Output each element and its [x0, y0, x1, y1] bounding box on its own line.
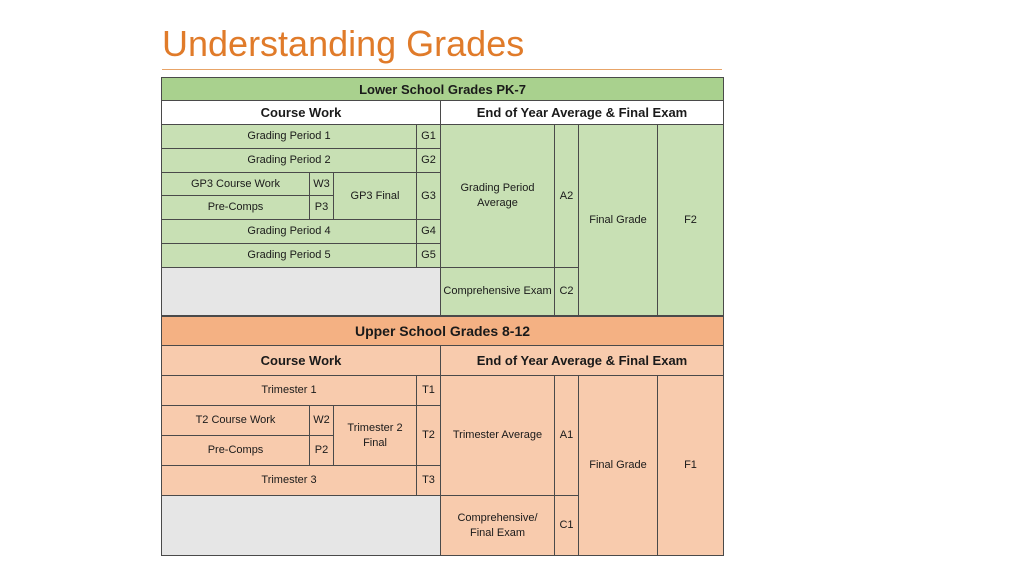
upper-pre-comps: Pre-Comps [161, 435, 310, 466]
upper-eoy-header: End of Year Average & Final Exam [440, 345, 724, 376]
upper-c1-code: C1 [554, 495, 579, 556]
lower-gp5-label: Grading Period 5 [161, 243, 417, 268]
lower-w3-code: W3 [309, 172, 334, 196]
page-title: Understanding Grades [162, 23, 525, 64]
lower-school-table [161, 77, 724, 316]
lower-p3-code: P3 [309, 195, 334, 220]
lower-gp1-label: Grading Period 1 [161, 124, 417, 149]
upper-t1-code: T1 [416, 375, 441, 406]
upper-comp-final-exam: Comprehensive/ Final Exam [440, 495, 555, 556]
upper-header: Upper School Grades 8-12 [161, 316, 724, 346]
lower-header: Lower School Grades PK-7 [161, 77, 724, 101]
upper-tri-average: Trimester Average [440, 375, 555, 496]
lower-gp3-final: GP3 Final [333, 172, 417, 220]
lower-c2-code: C2 [554, 267, 579, 316]
upper-final-grade: Final Grade [578, 375, 658, 556]
lower-g5-code: G5 [416, 243, 441, 268]
lower-gp4-label: Grading Period 4 [161, 219, 417, 244]
lower-g2-code: G2 [416, 148, 441, 173]
upper-f1-code: F1 [657, 375, 724, 556]
upper-p2-code: P2 [309, 435, 334, 466]
lower-gp-average: Grading Period Average [440, 124, 555, 268]
lower-g3-code: G3 [416, 172, 441, 220]
upper-tri3-label: Trimester 3 [161, 465, 417, 496]
lower-g1-code: G1 [416, 124, 441, 149]
lower-gp2-label: Grading Period 2 [161, 148, 417, 173]
upper-tri2-final: Trimester 2 Final [333, 405, 417, 466]
upper-a1-code: A1 [554, 375, 579, 496]
lower-course-work-header: Course Work [161, 100, 441, 125]
title-underline [162, 69, 722, 70]
lower-g4-code: G4 [416, 219, 441, 244]
upper-empty-block [161, 495, 441, 556]
lower-pre-comps: Pre-Comps [161, 195, 310, 220]
lower-a2-code: A2 [554, 124, 579, 268]
upper-tri1-label: Trimester 1 [161, 375, 417, 406]
lower-empty-block [161, 267, 441, 316]
upper-school-table [161, 316, 724, 556]
lower-comp-exam: Comprehensive Exam [440, 267, 555, 316]
lower-eoy-header: End of Year Average & Final Exam [440, 100, 724, 125]
upper-course-work-header: Course Work [161, 345, 441, 376]
lower-final-grade: Final Grade [578, 124, 658, 316]
upper-t2-course-work: T2 Course Work [161, 405, 310, 436]
lower-f2-code: F2 [657, 124, 724, 316]
upper-t3-code: T3 [416, 465, 441, 496]
lower-gp3-course-work: GP3 Course Work [161, 172, 310, 196]
upper-w2-code: W2 [309, 405, 334, 436]
upper-t2-code: T2 [416, 405, 441, 466]
